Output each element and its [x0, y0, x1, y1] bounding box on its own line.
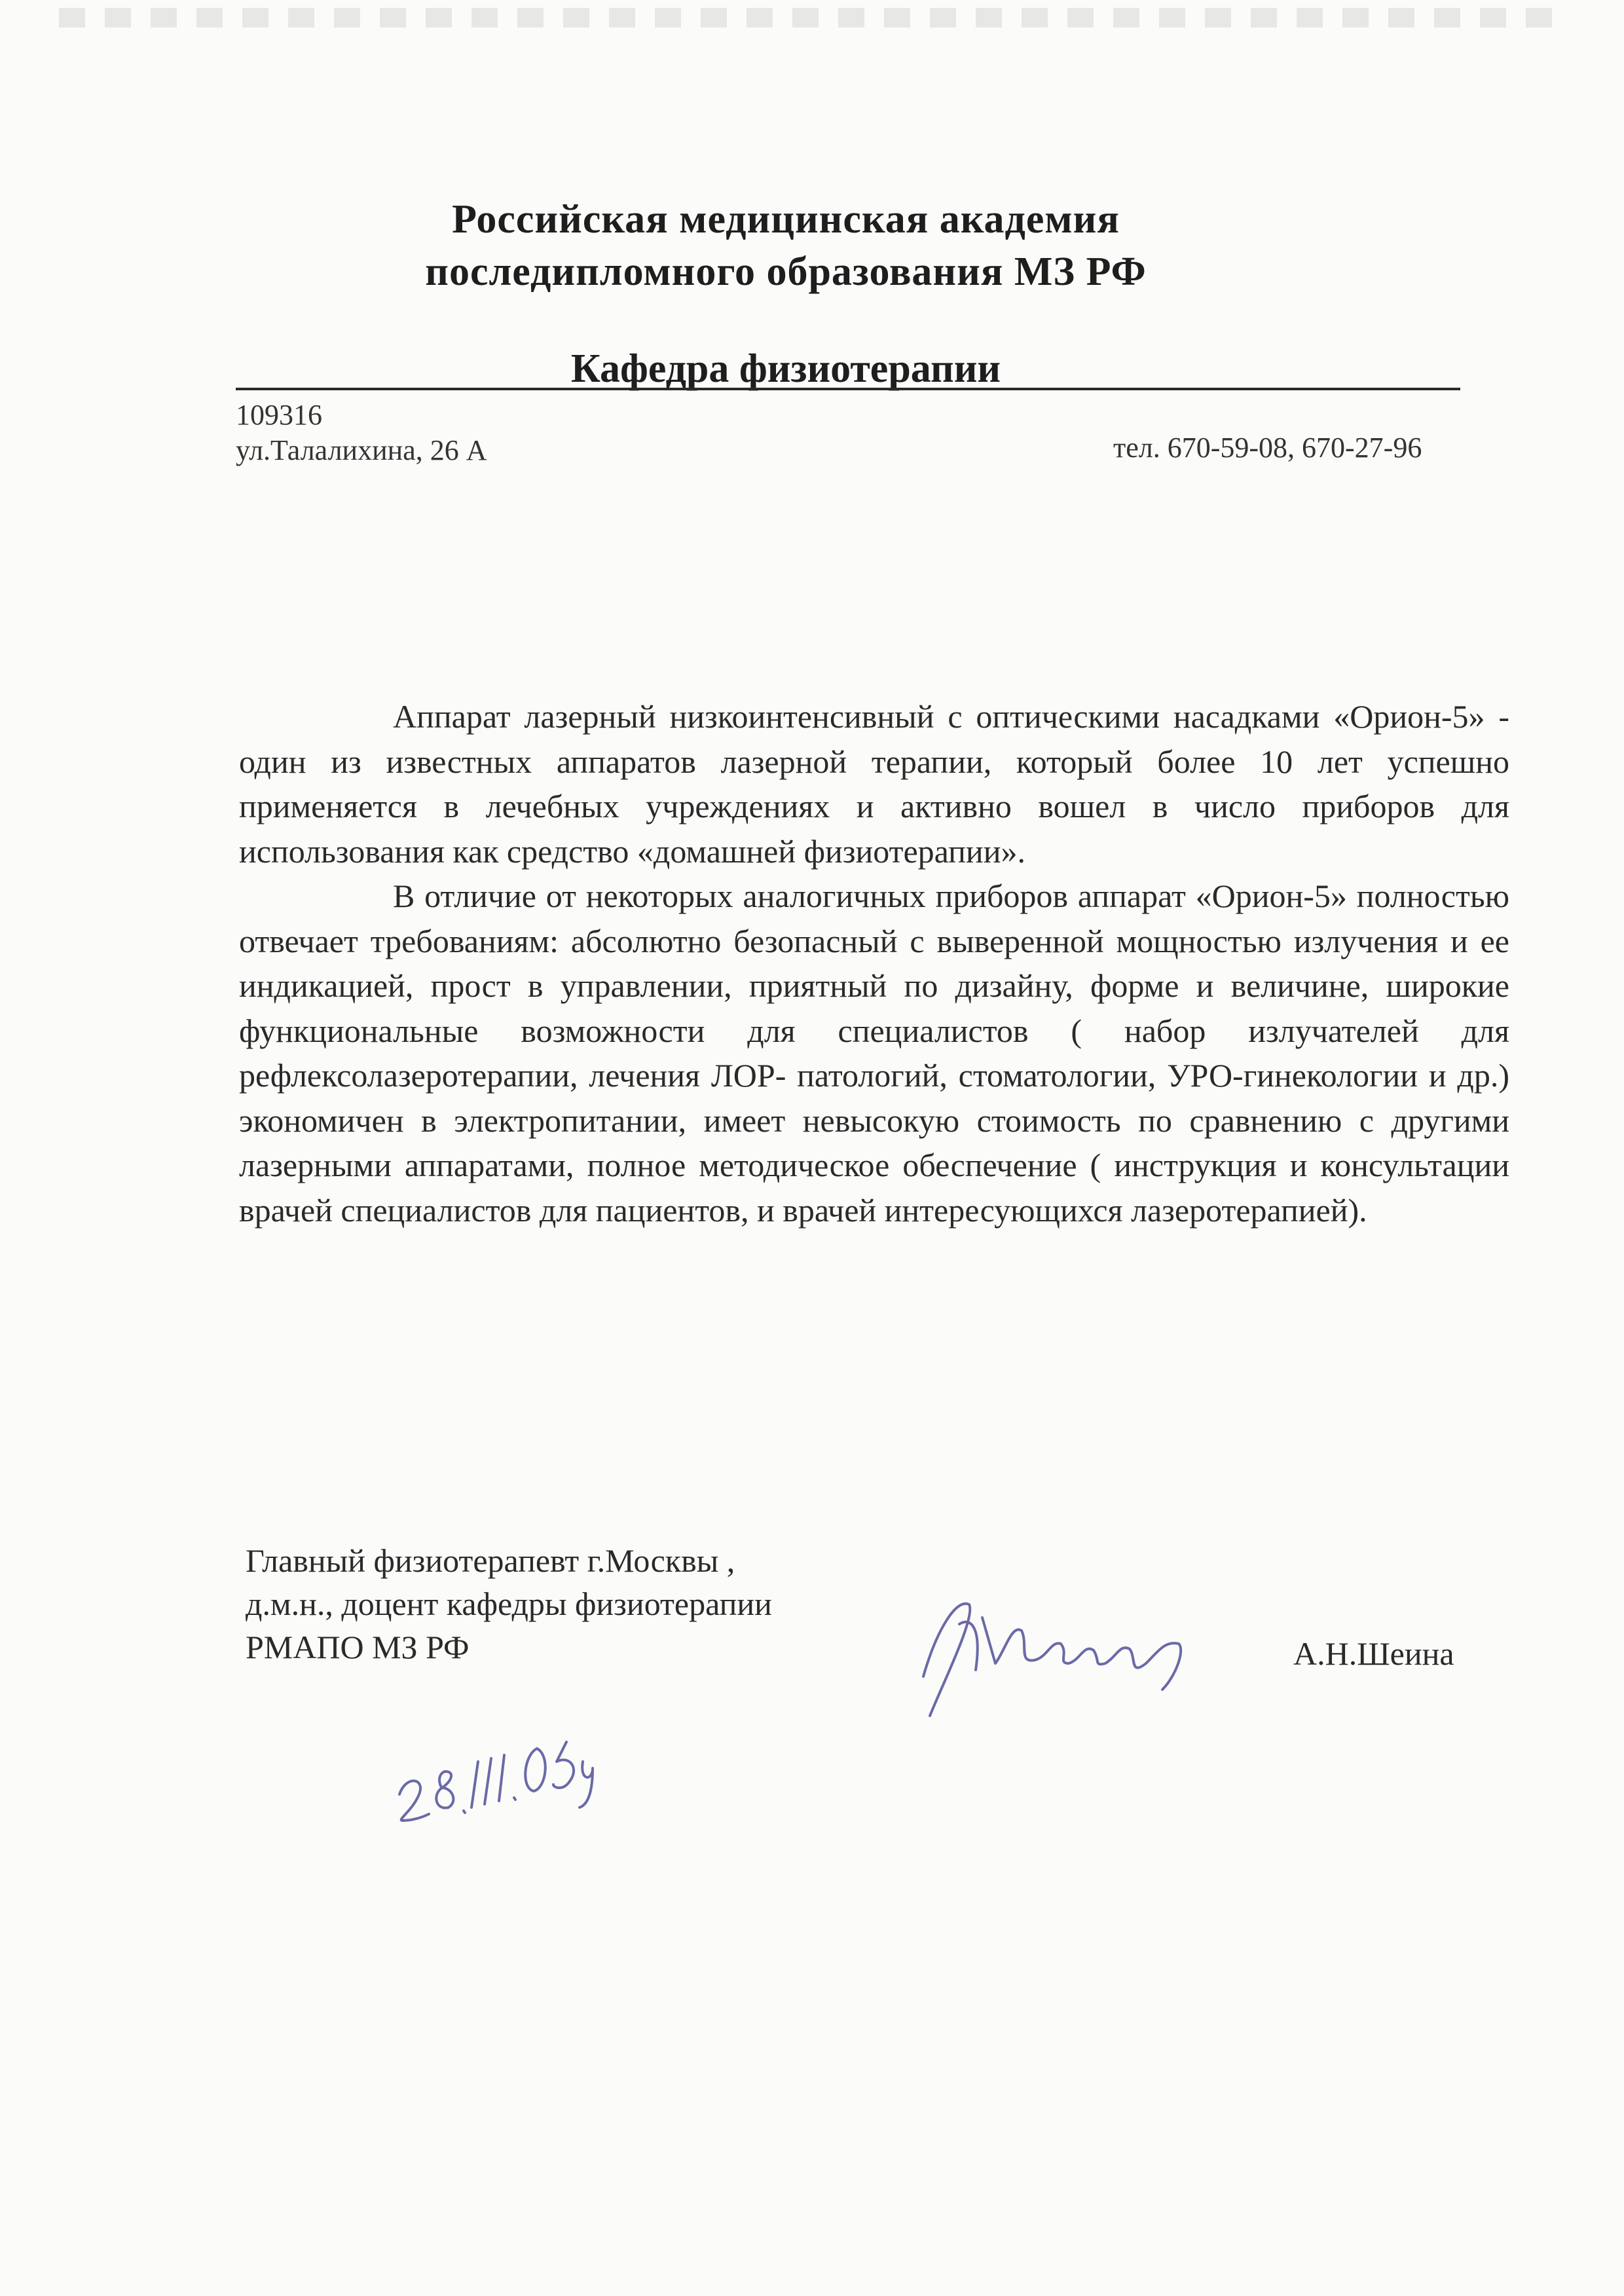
handwritten-date — [386, 1690, 622, 1834]
scan-artifact — [59, 8, 1565, 28]
header-divider — [236, 388, 1460, 390]
signer-title-line3: РМАПО МЗ РФ — [246, 1629, 470, 1665]
street-address: ул.Талалихина, 26 А — [236, 434, 487, 466]
postal-code: 109316 — [236, 399, 322, 431]
organization-name-line2: последипломного образования МЗ РФ — [425, 250, 1147, 294]
organization-name-line1: Российская медицинская академия — [452, 197, 1120, 242]
phone-numbers: тел. 670-59-08, 670-27-96 — [1113, 432, 1422, 464]
signer-title-line1: Главный физиотерапевт г.Москвы , — [246, 1542, 735, 1579]
signer-name: А.Н.Шеина — [1293, 1635, 1454, 1672]
signer-title-line2: д.м.н., доцент кафедры физиотерапии — [246, 1585, 772, 1622]
signer-title — [246, 1539, 772, 1669]
letter-body — [239, 694, 1509, 1232]
department-name: Кафедра физиотерапии — [570, 346, 1001, 391]
body-paragraph-1: Аппарат лазерный низкоинтенсивный с оптическими насадками «Орион-5» - один из известных аппаратов лазерной терапии, который более 10 лет успешно применяется в лечебных учреждениях и активно вошел в число приборов для использования как средство «домашней физиотерапии». — [239, 698, 1509, 870]
handwritten-signature — [897, 1578, 1205, 1735]
body-paragraph-2: В отличие от некоторых аналогичных приборов аппарат «Орион-5» полностью отвечает требованиям: абсолютно безопасный с выверенной мощностью излучения и ее индикацией, прост в управлении, приятный по дизайну, форме и величине, широкие функциональные возможности для специалистов ( набор излучателей для рефлексолазеротерапии, лечения ЛОР- патологий, стоматологии, УРО-гинекологии и др.) экономичен в электропитании, имеет невысокую стоимость по сравнению с другими лазерными аппаратами, полное методическое обеспечение ( инструкция и консультации врачей специалистов для пациентов, и врачей интересующихся лазеротерапией). — [239, 878, 1509, 1229]
